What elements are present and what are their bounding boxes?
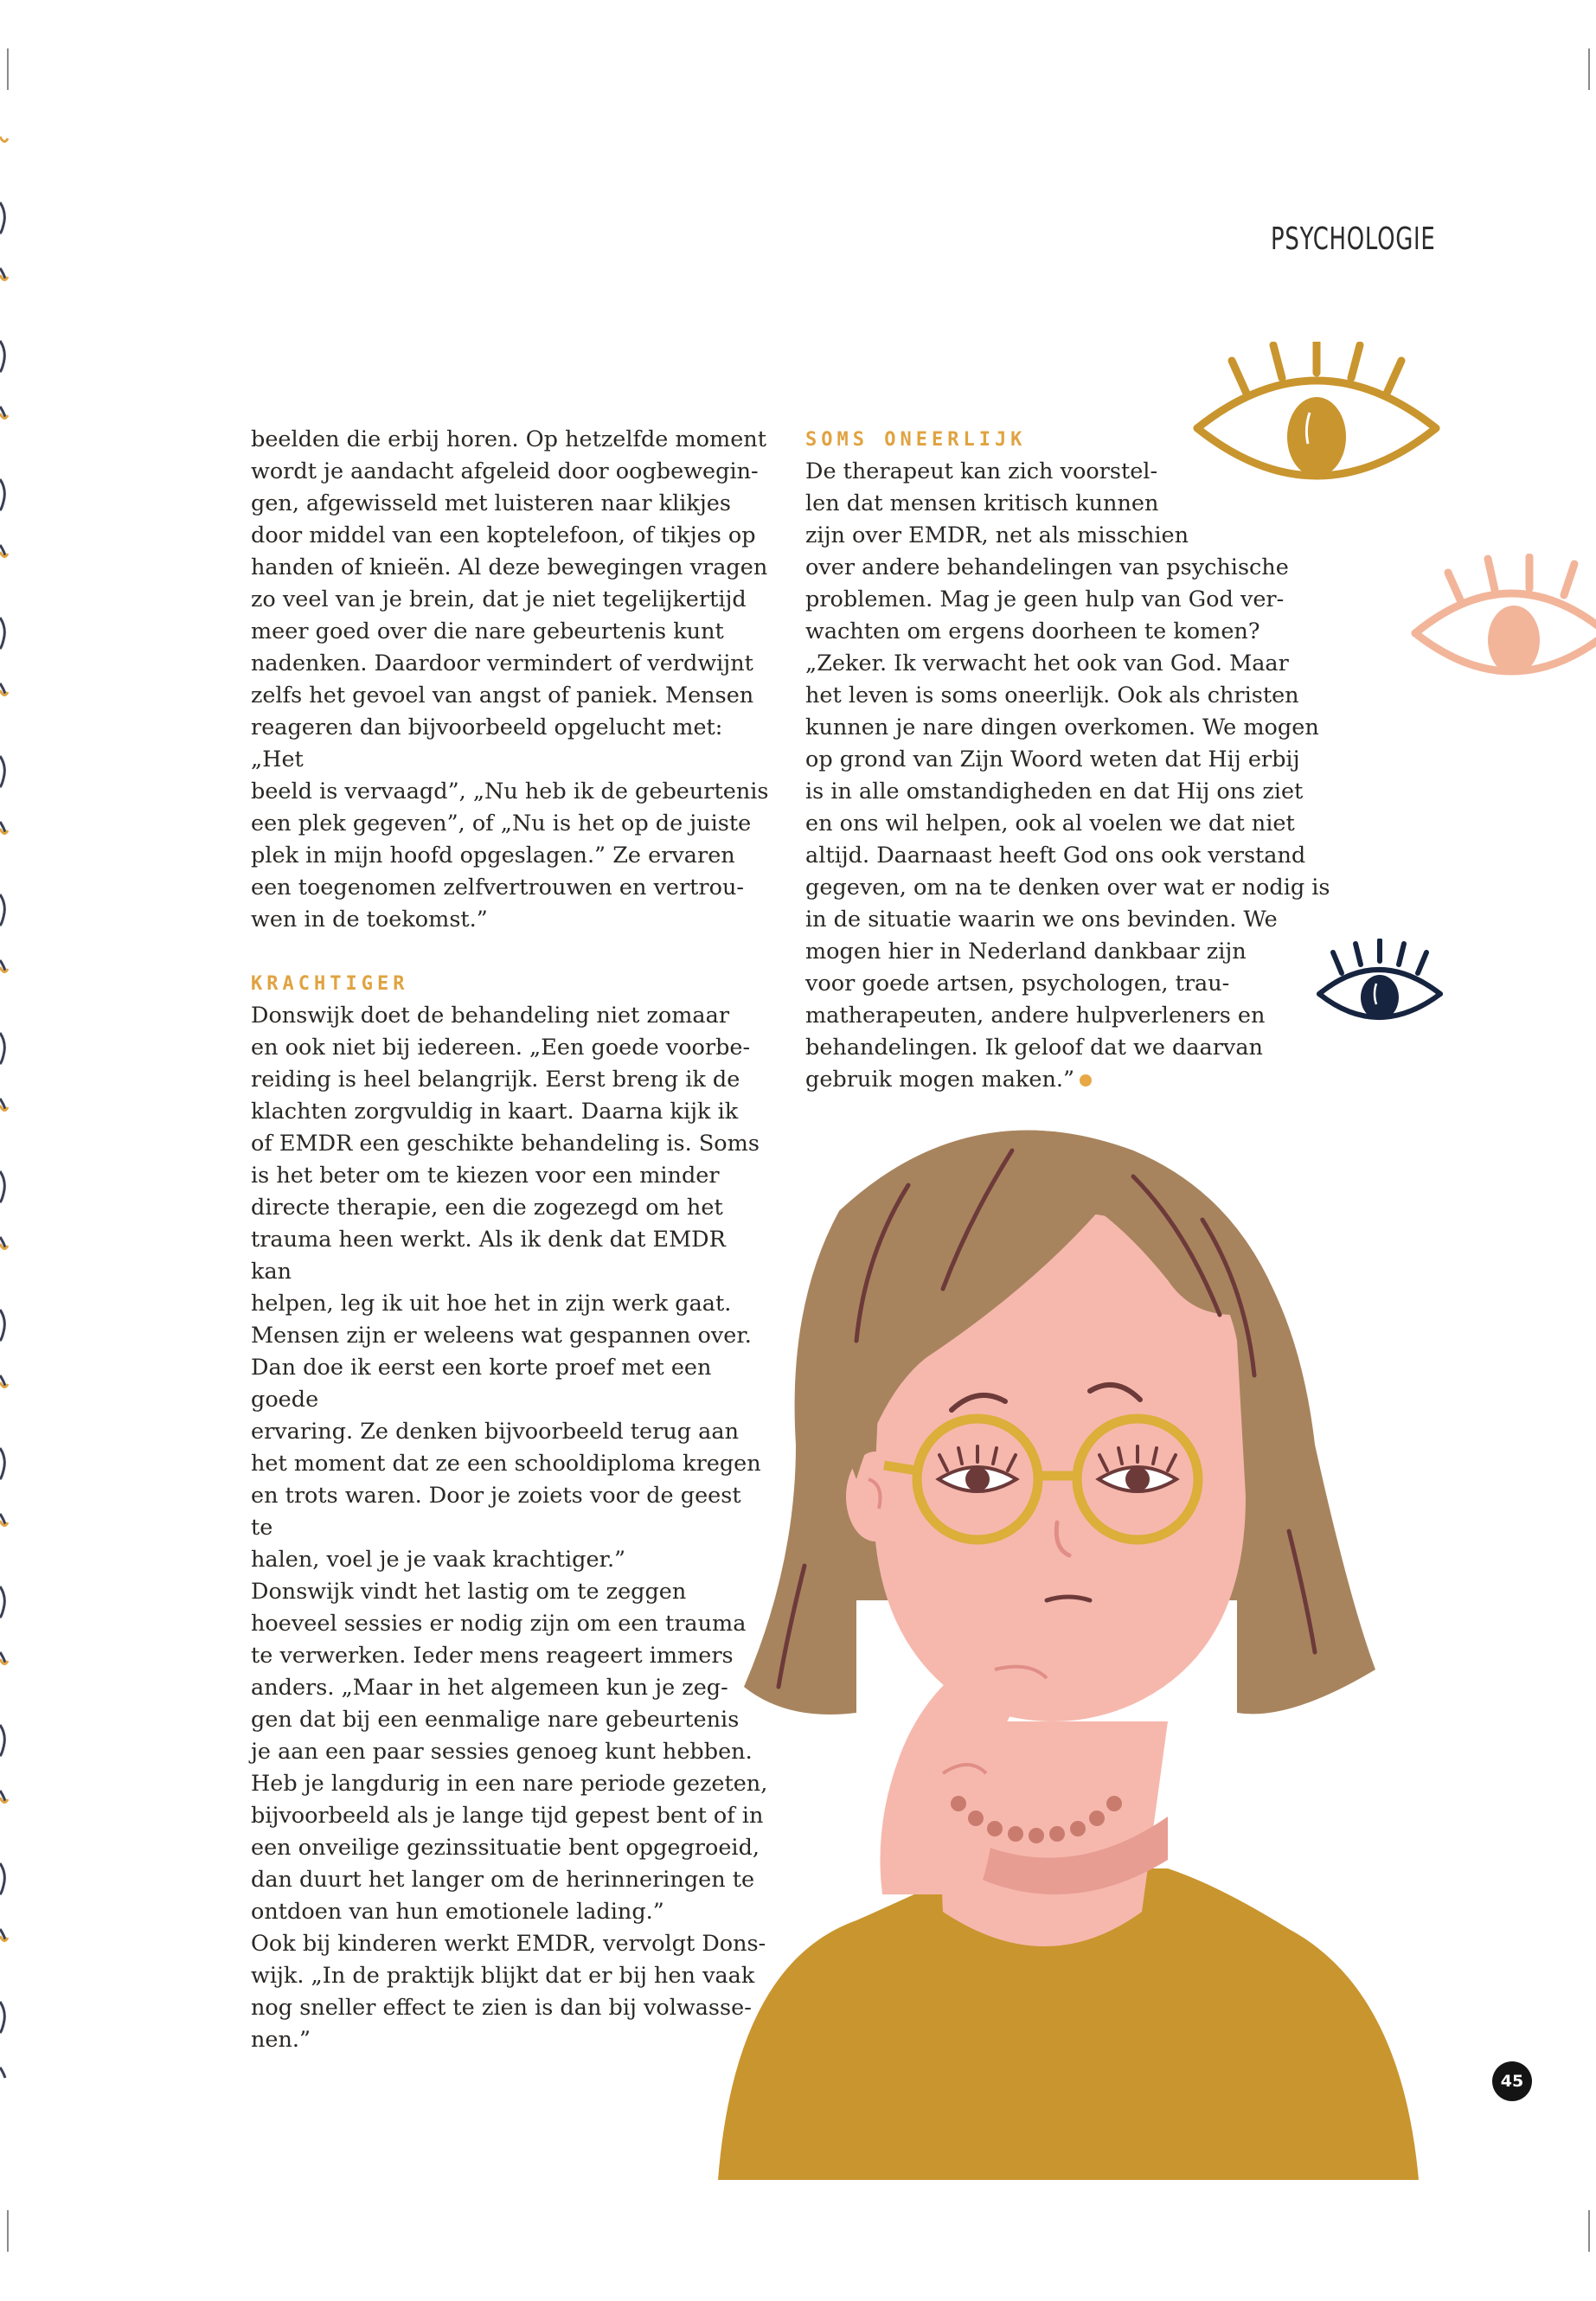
text-line: nadenken. Daardoor vermindert of verdwijnt — [251, 651, 753, 676]
text-line: op grond van Zijn Woord weten dat Hij erbij — [805, 747, 1300, 772]
text-line: anders. „Maar in het algemeen kun je zeg- — [251, 1675, 728, 1701]
text-line: altijd. Daarnaast heeft God ons ook verstand — [805, 843, 1306, 868]
text-line: matherapeuten, andere hulpverleners en — [805, 1003, 1266, 1029]
page-number-badge: 45 — [1492, 2061, 1532, 2101]
text-line: Dan doe ik eerst een korte proef met een goede — [251, 1355, 712, 1413]
text-line — [805, 1064, 1342, 1096]
text-line: mogen hier in Nederland dankbaar zijn — [805, 939, 1247, 965]
text-line: trauma heen werkt. Als ik denk dat EMDR kan — [251, 1227, 726, 1285]
text-line: zo veel van je brein, dat je niet tegelijkertijd — [251, 586, 747, 612]
text-line: helpen, leg ik uit hoe het in zijn werk gaat. — [251, 1291, 732, 1317]
text-line: hoeveel sessies er nodig zijn om een trauma — [251, 1611, 747, 1637]
text-line: behandelingen. Ik geloof dat we daarvan — [805, 1035, 1263, 1061]
text-line: bijvoorbeeld als je lange tijd gepest bent of in — [251, 1803, 764, 1829]
text-line: nog sneller effect te zien is dan bij volwasse- — [251, 1995, 752, 2021]
woman-illustration — [683, 1116, 1427, 2183]
text-line: gen dat bij een eenmalige nare gebeurtenis — [251, 1707, 740, 1733]
text-line: je aan een paar sessies genoeg kunt hebben. — [251, 1739, 753, 1765]
text-line: plek in mijn hoofd opgeslagen.” Ze ervaren — [251, 843, 735, 868]
subhead-krachtiger: KRACHTIGER — [251, 973, 409, 995]
text-line: wijk. „In de praktijk blijkt dat er bij hen vaak — [251, 1963, 755, 1989]
text-line: voor goede artsen, psychologen, trau- — [805, 971, 1230, 997]
text-line: door middel van een koptelefoon, of tikjes op — [251, 522, 756, 548]
text-line: reiding is heel belangrijk. Eerst breng ik de — [251, 1067, 740, 1093]
text-line: ervaring. Ze denken bijvoorbeeld terug aan — [251, 1419, 740, 1445]
text-line: in de situatie waarin we ons bevinden. We — [805, 907, 1278, 933]
intro-paragraph — [251, 424, 770, 936]
body-paragraph — [805, 456, 1342, 1096]
text-line: of EMDR een geschikte behandeling is. Soms — [251, 1131, 760, 1157]
eye-icon-peach — [1408, 554, 1596, 704]
text-line: over andere behandelingen van psychische — [805, 554, 1289, 580]
text-line: en ook niet bij iedereen. „Een goede voorbe- — [251, 1035, 751, 1061]
text-line: zijn over EMDR, net als misschien — [805, 522, 1189, 548]
end-mark-dot — [1080, 1074, 1092, 1086]
text-line: Donswijk doet de behandeling niet zomaar — [251, 1003, 730, 1029]
subhead-soms-oneerlijk: SOMS ONEERLIJK — [805, 429, 1027, 451]
text-line: Heb je langdurig in een nare periode gezeten, — [251, 1771, 768, 1797]
text-line: directe therapie, een die zogezegd om het — [251, 1195, 723, 1221]
text-line: kunnen je nare dingen overkomen. We mogen — [805, 715, 1319, 740]
text-line: het moment dat ze een schooldiploma kregen — [251, 1451, 761, 1477]
text-line: is het beter om te kiezen voor een minder — [251, 1163, 720, 1189]
text-line: len dat mensen kritisch kunnen — [805, 490, 1159, 516]
text-line: nen.” — [251, 2027, 311, 2053]
text-line: halen, voel je je vaak krachtiger.” — [251, 1547, 626, 1573]
crop-mark-top-right — [1588, 48, 1590, 90]
text-line: beeld is vervaagd”, „Nu heb ik de gebeurtenis — [251, 779, 769, 804]
text-line: en ons wil helpen, ook al voelen we dat niet — [805, 811, 1295, 836]
text-line: problemen. Mag je geen hulp van God ver- — [805, 586, 1285, 612]
text-line-last: gebruik mogen maken.” — [805, 1067, 1075, 1093]
text-line: De therapeut kan zich voorstel- — [805, 458, 1158, 484]
section-title: PSYCHOLOGIE — [1270, 221, 1435, 257]
text-line: is in alle omstandigheden en dat Hij ons ziet — [805, 779, 1304, 804]
eye-icon-navy — [1311, 939, 1449, 1037]
text-line: reageren dan bijvoorbeeld opgelucht met: „Het — [251, 715, 723, 772]
text-line: Ook bij kinderen werkt EMDR, vervolgt Dons- — [251, 1931, 766, 1957]
text-line: en trots waren. Door je zoiets voor de geest te — [251, 1483, 741, 1541]
decorative-edge-pattern — [0, 130, 19, 2145]
text-line: handen of knieën. Al deze bewegingen vragen — [251, 554, 768, 580]
text-line: „Zeker. Ik verwacht het ook van God. Maar — [805, 651, 1289, 676]
text-line: beelden die erbij horen. Op hetzelfde moment — [251, 426, 766, 452]
text-line: het leven is soms oneerlijk. Ook als christen — [805, 683, 1299, 708]
text-line: wordt je aandacht afgeleid door oogbewegin- — [251, 458, 759, 484]
text-line: zelfs het gevoel van angst of paniek. Mensen — [251, 683, 754, 708]
text-line: wachten om ergens doorheen te komen? — [805, 619, 1260, 644]
text-line: wen in de toekomst.” — [251, 907, 488, 933]
text-line: gegeven, om na te denken over wat er nodig is — [805, 875, 1330, 901]
crop-mark-bottom-right — [1588, 2210, 1590, 2252]
eye-icon-gold — [1187, 342, 1446, 501]
article-column-right — [805, 424, 1342, 1096]
text-line: meer goed over die nare gebeurtenis kunt — [251, 619, 724, 644]
text-line: Donswijk vindt het lastig om te zeggen — [251, 1579, 687, 1605]
text-line: ontdoen van hun emotionele lading.” — [251, 1899, 664, 1925]
text-line: een onveilige gezinssituatie bent opgegroeid, — [251, 1835, 760, 1861]
text-line: klachten zorgvuldig in kaart. Daarna kijk ik — [251, 1099, 739, 1125]
text-line: te verwerken. Ieder mens reageert immers — [251, 1643, 734, 1669]
text-line: een toegenomen zelfvertrouwen en vertrou- — [251, 875, 744, 901]
text-line: dan duurt het langer om de herinneringen te — [251, 1867, 755, 1893]
crop-mark-top-left — [7, 48, 9, 90]
text-line: een plek gegeven”, of „Nu is het op de juiste — [251, 811, 752, 836]
text-line: Mensen zijn er weleens wat gespannen over. — [251, 1323, 752, 1349]
crop-mark-bottom-left — [7, 2210, 9, 2252]
text-line: gen, afgewisseld met luisteren naar klikjes — [251, 490, 731, 516]
